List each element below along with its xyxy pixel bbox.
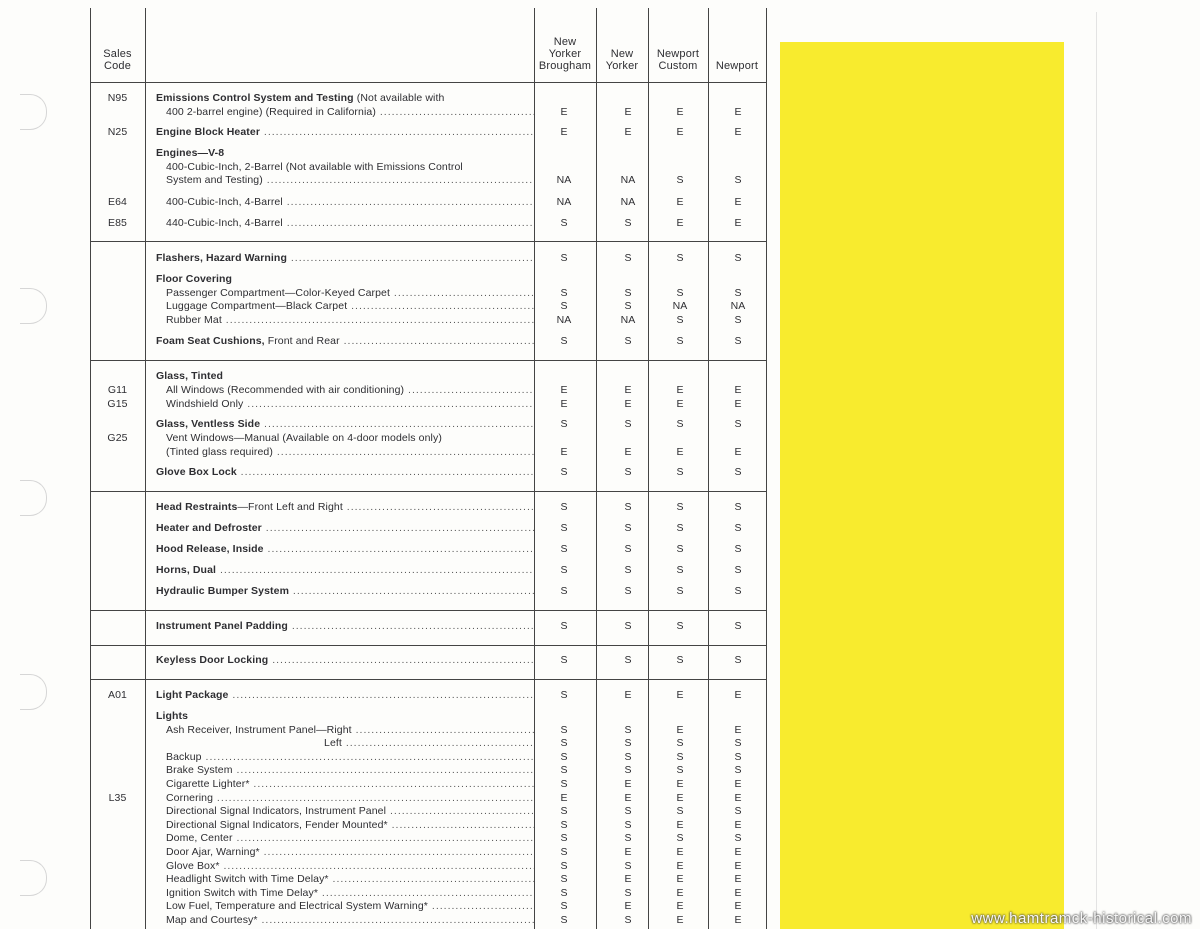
availability-cell: E: [676, 914, 684, 926]
availability-cell: S: [560, 805, 568, 818]
availability-cell: S: [624, 818, 632, 831]
availability-cell: S: [624, 543, 632, 555]
availability-cell: E: [560, 791, 568, 804]
availability-cell: E: [624, 398, 632, 410]
availability-cell: E: [624, 105, 632, 118]
feature-description: [166, 161, 534, 175]
availability-cell: S: [676, 335, 684, 347]
availability-cell: S: [624, 723, 632, 736]
availability-cell: S: [560, 846, 568, 858]
feature-description: [156, 92, 534, 106]
feature-name: Foam Seat Cushions,: [156, 335, 265, 347]
feature-description: [156, 654, 534, 668]
feature-description: [156, 543, 534, 557]
availability-cell: S: [624, 335, 632, 347]
availability-cell: E: [624, 445, 632, 458]
availability-cell: S: [676, 522, 684, 534]
availability-cell: E: [734, 818, 742, 831]
availability-cell: E: [734, 105, 742, 118]
feature-description: [156, 710, 534, 724]
availability-cell: S: [624, 914, 632, 926]
sales-code: N25: [107, 126, 128, 138]
punch-hole: [20, 674, 47, 710]
sales-code: G25: [107, 432, 128, 444]
availability-cell: E: [676, 873, 684, 886]
availability-cell: E: [624, 846, 632, 858]
model-header-newport: Newport: [715, 60, 759, 72]
feature-description: [156, 147, 534, 161]
feature-description: [166, 217, 534, 231]
feature-description: [166, 860, 534, 874]
sales-code: E64: [108, 196, 127, 208]
availability-cell: E: [676, 859, 684, 872]
punch-hole: [20, 860, 47, 896]
feature-description: [166, 805, 534, 819]
feature-note: Low Fuel, Temperature and Electrical System Warning*: [166, 900, 428, 913]
availability-cell: S: [734, 564, 742, 576]
availability-cell: NA: [730, 300, 746, 313]
availability-cell: S: [560, 620, 568, 632]
feature-description: [166, 887, 534, 901]
availability-cell: S: [734, 174, 742, 187]
availability-cell: S: [734, 737, 742, 750]
availability-cell: E: [624, 900, 632, 913]
feature-note: Vent Windows—Manual (Available on 4-door models only): [166, 432, 442, 444]
availability-cell: S: [734, 543, 742, 555]
feature-note: Brake System: [166, 764, 233, 777]
availability-cell: S: [734, 620, 742, 632]
feature-note: Ignition Switch with Time Delay*: [166, 886, 319, 899]
feature-name: Lights: [156, 710, 189, 722]
availability-cell: S: [560, 466, 568, 478]
availability-cell: E: [734, 791, 742, 804]
availability-cell: NA: [672, 300, 688, 313]
availability-cell: S: [734, 466, 742, 478]
availability-cell: E: [560, 445, 568, 458]
feature-description: [156, 252, 534, 266]
feature-name: Glass, Tinted: [156, 370, 224, 382]
feature-description: [166, 792, 534, 806]
availability-cell: S: [676, 654, 684, 666]
availability-cell: E: [734, 886, 742, 899]
section-rule: [90, 491, 766, 492]
feature-note: (Not available with: [353, 92, 445, 104]
availability-cell: S: [560, 873, 568, 886]
availability-cell: S: [676, 832, 684, 845]
feature-note: Directional Signal Indicators, Instrument Panel: [166, 805, 387, 818]
section-rule: [90, 645, 766, 646]
availability-cell: S: [560, 335, 568, 347]
availability-cell: S: [734, 313, 742, 326]
feature-description: [156, 335, 534, 349]
availability-cell: S: [560, 859, 568, 872]
feature-note: Map and Courtesy*: [166, 914, 258, 926]
availability-cell: E: [676, 791, 684, 804]
availability-cell: E: [676, 778, 684, 790]
availability-cell: S: [560, 764, 568, 777]
availability-cell: S: [624, 859, 632, 872]
availability-cell: E: [734, 445, 742, 458]
feature-name: Floor Covering: [156, 273, 233, 285]
feature-note: Directional Signal Indicators, Fender Mounted*: [166, 818, 388, 831]
feature-description: [166, 314, 534, 328]
availability-cell: S: [624, 585, 632, 597]
feature-note: Cigarette Lighter*: [166, 778, 250, 790]
feature-description: [166, 832, 534, 846]
availability-cell: S: [624, 805, 632, 818]
availability-cell: S: [676, 564, 684, 576]
availability-cell: S: [560, 286, 568, 299]
availability-cell: S: [734, 805, 742, 818]
feature-description: [166, 106, 534, 120]
availability-cell: S: [624, 654, 632, 666]
availability-cell: S: [676, 466, 684, 478]
column-rule: [145, 8, 146, 929]
availability-cell: S: [676, 737, 684, 750]
feature-name: Hood Release, Inside: [156, 543, 264, 555]
feature-note: Windshield Only: [166, 398, 244, 410]
feature-description: [156, 585, 534, 599]
feature-name: Engine Block Heater: [156, 126, 261, 138]
availability-cell: S: [560, 723, 568, 736]
feature-note: 400 2-barrel engine) (Required in California): [166, 105, 376, 118]
availability-cell: S: [624, 217, 632, 229]
feature-description: [166, 764, 534, 778]
availability-cell: S: [676, 501, 684, 513]
feature-name: Light Package: [156, 689, 229, 701]
availability-cell: E: [676, 689, 684, 701]
sales-code: N95: [107, 92, 128, 104]
availability-cell: S: [560, 832, 568, 845]
page-edge: [1096, 12, 1097, 929]
feature-description: [156, 418, 534, 432]
feature-description: [166, 914, 534, 928]
feature-note: Left: [324, 737, 342, 750]
availability-cell: E: [734, 900, 742, 913]
feature-description: [166, 900, 534, 914]
availability-cell: S: [624, 564, 632, 576]
availability-cell: S: [560, 654, 568, 666]
availability-cell: E: [624, 689, 632, 701]
availability-cell: E: [734, 384, 742, 396]
feature-description: [156, 689, 534, 703]
availability-cell: S: [676, 543, 684, 555]
availability-cell: S: [676, 286, 684, 299]
sales-code: L35: [108, 791, 127, 804]
availability-cell: S: [624, 466, 632, 478]
feature-note: —Front Left and Right: [237, 501, 343, 513]
feature-description: [156, 501, 534, 515]
feature-description: [166, 724, 534, 738]
model-header-new-yorker: New Yorker: [605, 48, 639, 72]
availability-cell: E: [734, 723, 742, 736]
feature-note: Front and Rear: [264, 335, 340, 347]
availability-cell: E: [676, 818, 684, 831]
availability-cell: E: [676, 398, 684, 410]
model-header-newport-custom: Newport Custom: [656, 48, 700, 72]
availability-cell: S: [560, 689, 568, 701]
feature-description: [166, 819, 534, 833]
feature-note: 400-Cubic-Inch, 2-Barrel (Not available with Emissions Control: [166, 160, 463, 173]
availability-cell: S: [676, 252, 684, 264]
availability-cell: S: [624, 286, 632, 299]
availability-cell: E: [560, 398, 568, 410]
feature-note: System and Testing): [166, 174, 263, 187]
availability-cell: S: [624, 252, 632, 264]
availability-cell: S: [624, 764, 632, 777]
availability-cell: S: [676, 585, 684, 597]
feature-description: [166, 287, 534, 301]
feature-description: [166, 196, 534, 210]
feature-note: Backup: [166, 750, 202, 763]
availability-cell: S: [560, 914, 568, 926]
feature-name: Head Restraints: [156, 501, 238, 513]
section-rule: [90, 241, 766, 242]
availability-cell: S: [676, 418, 684, 430]
availability-cell: S: [560, 750, 568, 763]
availability-cell: E: [734, 126, 742, 138]
sales-code: G11: [107, 384, 128, 396]
availability-cell: S: [624, 501, 632, 513]
sales-code: G15: [107, 398, 128, 410]
availability-cell: S: [560, 252, 568, 264]
availability-cell: S: [624, 750, 632, 763]
availability-cell: S: [624, 620, 632, 632]
feature-description: [166, 384, 534, 398]
availability-cell: S: [624, 886, 632, 899]
availability-cell: E: [560, 105, 568, 118]
feature-name: Keyless Door Locking: [156, 654, 269, 666]
yellow-sheet: [780, 42, 1064, 929]
sales-code: A01: [108, 689, 127, 701]
availability-cell: E: [624, 384, 632, 396]
feature-description: [166, 174, 534, 188]
availability-cell: E: [676, 900, 684, 913]
availability-cell: E: [734, 398, 742, 410]
feature-description: [156, 370, 534, 384]
availability-cell: E: [560, 126, 568, 138]
feature-note: Headlight Switch with Time Delay*: [166, 873, 329, 886]
feature-description: [156, 564, 534, 578]
feature-description: [166, 446, 534, 460]
availability-cell: E: [676, 126, 684, 138]
availability-cell: S: [560, 737, 568, 750]
availability-cell: E: [676, 886, 684, 899]
sales-code-header: Sales Code: [103, 48, 132, 72]
feature-name: Engines—V-8: [156, 147, 225, 159]
feature-name: Flashers, Hazard Warning: [156, 252, 287, 264]
availability-cell: S: [560, 900, 568, 913]
availability-cell: S: [676, 805, 684, 818]
section-rule: [90, 360, 766, 361]
availability-cell: E: [624, 791, 632, 804]
availability-cell: S: [624, 300, 632, 313]
availability-cell: E: [734, 859, 742, 872]
availability-cell: E: [676, 196, 684, 208]
feature-note: Rubber Mat: [166, 313, 222, 326]
feature-description: [166, 873, 534, 887]
availability-cell: S: [734, 585, 742, 597]
availability-cell: S: [676, 750, 684, 763]
feature-description: [324, 737, 534, 751]
availability-cell: S: [560, 778, 568, 790]
section-rule: [90, 679, 766, 680]
availability-cell: E: [676, 384, 684, 396]
feature-name: Glove Box Lock: [156, 466, 237, 478]
availability-cell: S: [734, 522, 742, 534]
availability-cell: E: [734, 217, 742, 229]
punch-hole: [20, 94, 47, 130]
availability-cell: S: [560, 585, 568, 597]
availability-cell: E: [676, 445, 684, 458]
feature-note: Glove Box*: [166, 859, 220, 872]
availability-cell: S: [734, 654, 742, 666]
section-rule: [90, 82, 766, 83]
watermark: www.hamtramck-historical.com: [971, 910, 1192, 927]
availability-cell: S: [560, 217, 568, 229]
feature-description: [156, 620, 534, 634]
availability-cell: S: [676, 620, 684, 632]
feature-description: [156, 126, 534, 140]
feature-description: [166, 778, 534, 792]
availability-cell: E: [560, 384, 568, 396]
availability-cell: S: [624, 418, 632, 430]
availability-cell: E: [676, 846, 684, 858]
availability-cell: E: [734, 914, 742, 926]
availability-cell: S: [734, 750, 742, 763]
feature-name: Heater and Defroster: [156, 522, 262, 534]
availability-cell: NA: [556, 196, 572, 208]
availability-cell: NA: [556, 313, 572, 326]
availability-cell: S: [676, 313, 684, 326]
availability-cell: S: [734, 832, 742, 845]
availability-cell: S: [734, 764, 742, 777]
feature-name: Emissions Control System and Testing: [156, 92, 354, 104]
sales-code: E85: [108, 217, 127, 229]
feature-note: Ash Receiver, Instrument Panel—Right: [166, 723, 352, 736]
punch-hole: [20, 288, 47, 324]
feature-name: Glass, Ventless Side: [156, 418, 261, 430]
availability-cell: E: [624, 873, 632, 886]
feature-note: 400-Cubic-Inch, 4-Barrel: [166, 196, 283, 208]
availability-cell: S: [560, 418, 568, 430]
availability-cell: S: [734, 286, 742, 299]
availability-cell: S: [734, 335, 742, 347]
availability-cell: E: [734, 778, 742, 790]
availability-cell: S: [560, 522, 568, 534]
feature-note: 440-Cubic-Inch, 4-Barrel: [166, 217, 283, 229]
availability-cell: NA: [556, 174, 572, 187]
availability-cell: NA: [620, 313, 636, 326]
availability-cell: E: [734, 689, 742, 701]
availability-cell: E: [676, 723, 684, 736]
feature-description: [166, 398, 534, 412]
availability-cell: S: [560, 564, 568, 576]
availability-cell: S: [624, 522, 632, 534]
availability-cell: S: [560, 818, 568, 831]
punch-hole: [20, 480, 47, 516]
availability-cell: S: [734, 501, 742, 513]
availability-cell: E: [734, 873, 742, 886]
feature-note: Luggage Compartment—Black Carpet: [166, 300, 348, 313]
feature-description: [156, 466, 534, 480]
feature-name: Horns, Dual: [156, 564, 217, 576]
availability-cell: S: [560, 543, 568, 555]
availability-cell: S: [734, 252, 742, 264]
section-rule: [90, 610, 766, 611]
feature-description: [156, 273, 534, 287]
feature-description: [166, 300, 534, 314]
availability-cell: S: [676, 174, 684, 187]
availability-cell: E: [676, 105, 684, 118]
feature-name: Instrument Panel Padding: [156, 620, 288, 632]
availability-cell: E: [676, 217, 684, 229]
feature-note: Dome, Center: [166, 832, 233, 845]
feature-note: All Windows (Recommended with air conditioning): [166, 384, 405, 396]
availability-cell: E: [734, 846, 742, 858]
availability-cell: NA: [620, 174, 636, 187]
feature-description: [166, 846, 534, 860]
availability-cell: S: [560, 501, 568, 513]
feature-description: [166, 751, 534, 765]
availability-cell: E: [624, 778, 632, 790]
availability-cell: S: [560, 300, 568, 313]
feature-description: [166, 432, 534, 446]
feature-note: Cornering: [166, 791, 214, 804]
feature-name: Hydraulic Bumper System: [156, 585, 290, 597]
availability-cell: NA: [620, 196, 636, 208]
availability-cell: S: [560, 886, 568, 899]
availability-cell: S: [624, 737, 632, 750]
availability-cell: S: [734, 418, 742, 430]
availability-cell: S: [624, 832, 632, 845]
feature-description: [156, 522, 534, 536]
feature-note: (Tinted glass required): [166, 445, 273, 458]
column-rule: [596, 8, 597, 929]
availability-cell: E: [734, 196, 742, 208]
feature-note: Door Ajar, Warning*: [166, 846, 260, 858]
model-header-new-yorker-brougham: New Yorker Brougham: [538, 36, 592, 72]
feature-note: Passenger Compartment—Color-Keyed Carpet: [166, 286, 391, 299]
availability-cell: S: [676, 764, 684, 777]
availability-cell: E: [624, 126, 632, 138]
